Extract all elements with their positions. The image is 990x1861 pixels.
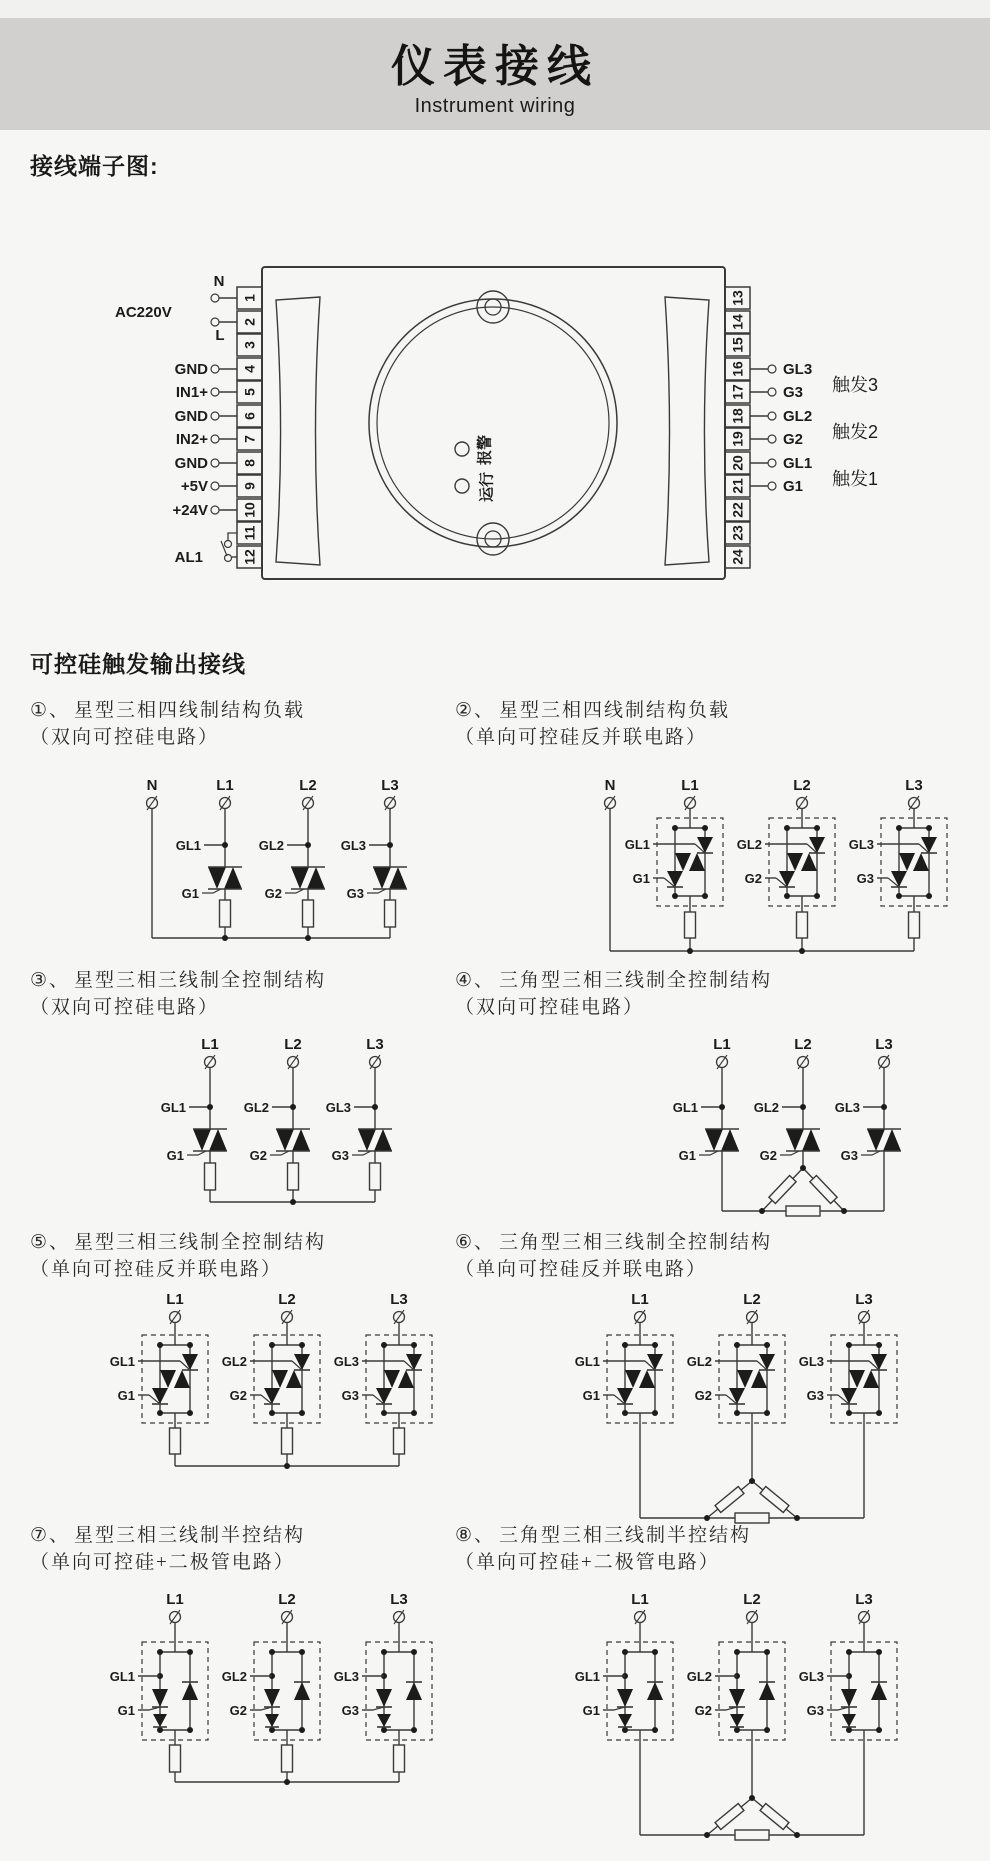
led-alarm-label: 报警 bbox=[476, 434, 494, 466]
terminal-number: 14 bbox=[729, 314, 746, 330]
phase-terminal-label: L3 bbox=[855, 1591, 873, 1608]
section-terminal-heading: 接线端子图: bbox=[30, 153, 159, 179]
phase-terminal-label: L2 bbox=[278, 1591, 296, 1608]
phase-terminal-label: L3 bbox=[366, 1036, 384, 1053]
gate-line-label: GL1 bbox=[574, 1669, 600, 1684]
gate-line-label: GL1 bbox=[109, 1669, 135, 1684]
trigger-group-label: 触发2 bbox=[832, 422, 879, 442]
terminal-label: +5V bbox=[180, 478, 208, 495]
phase-terminal-label: L1 bbox=[166, 1591, 184, 1608]
terminal-number: 7 bbox=[241, 435, 258, 443]
gate-label: G1 bbox=[582, 1703, 600, 1718]
circuit-8-heading bbox=[455, 1522, 751, 1576]
gate-label: G2 bbox=[694, 1703, 712, 1718]
circuit-8-diagram bbox=[545, 1583, 965, 1845]
gate-line-label: GL1 bbox=[160, 1100, 186, 1115]
terminal-number: 17 bbox=[729, 384, 746, 400]
terminal-number: 23 bbox=[729, 525, 746, 541]
gate-line-label: GL3 bbox=[848, 837, 874, 852]
gate-label: G3 bbox=[331, 1148, 349, 1163]
circuit-title: 三角型三相三线制半控结构 bbox=[499, 1525, 752, 1546]
phase-terminal-label: L1 bbox=[201, 1036, 219, 1053]
terminal-number: 18 bbox=[729, 408, 746, 424]
circuit-subtitle: （单向可控硅反并联电路） bbox=[455, 1259, 708, 1280]
alarm-output-label: AL1 bbox=[174, 549, 203, 566]
phase-terminal-label: L1 bbox=[681, 777, 699, 794]
gate-line-label: GL2 bbox=[221, 1354, 247, 1369]
circuit-7-heading bbox=[30, 1522, 305, 1576]
phase-terminal-label: L3 bbox=[381, 777, 399, 794]
gate-label: G3 bbox=[856, 871, 874, 886]
circuit-subtitle: （单向可控硅反并联电路） bbox=[455, 727, 708, 748]
terminal-number: 1 bbox=[241, 294, 258, 302]
phase-terminal-label: L3 bbox=[905, 777, 923, 794]
circuit-title: 星型三相三线制全控制结构 bbox=[74, 1232, 327, 1253]
circuit-number: ⑤、 bbox=[30, 1232, 71, 1253]
terminal-number: 16 bbox=[729, 361, 746, 377]
gate-label: G1 bbox=[582, 1388, 600, 1403]
phase-terminal-label: L3 bbox=[390, 1291, 408, 1308]
terminal-label: GND bbox=[174, 361, 208, 378]
circuit-heading-line1 bbox=[455, 697, 730, 724]
circuit-title: 三角型三相三线制全控制结构 bbox=[499, 1232, 773, 1253]
circuit-heading-line1 bbox=[30, 967, 326, 994]
circuit-title: 三角型三相三线制全控制结构 bbox=[499, 970, 773, 991]
circuit-number: ⑦、 bbox=[30, 1525, 71, 1546]
terminal-number: 2 bbox=[241, 318, 258, 326]
trigger-terminal-label: G1 bbox=[783, 478, 804, 495]
gate-label: G1 bbox=[181, 886, 199, 901]
circuit-5-heading bbox=[30, 1229, 326, 1283]
gate-line-label: GL3 bbox=[798, 1669, 824, 1684]
trigger-terminal-label: G2 bbox=[783, 431, 804, 448]
phase-terminal-label: L3 bbox=[875, 1036, 893, 1053]
page-subtitle: Instrument wiring bbox=[414, 95, 576, 117]
gate-line-label: GL3 bbox=[333, 1669, 359, 1684]
gate-line-label: GL1 bbox=[109, 1354, 135, 1369]
gate-line-label: GL2 bbox=[258, 838, 284, 853]
gate-line-label: GL2 bbox=[243, 1100, 269, 1115]
terminal-number: 22 bbox=[729, 502, 746, 518]
phase-terminal-label: L2 bbox=[743, 1291, 761, 1308]
gate-line-label: GL2 bbox=[686, 1354, 712, 1369]
phase-terminal-label: L3 bbox=[855, 1291, 873, 1308]
terminal-number: 20 bbox=[729, 455, 746, 471]
circuit-5-diagram bbox=[95, 1285, 460, 1480]
gate-line-label: GL3 bbox=[834, 1100, 860, 1115]
circuit-number: ②、 bbox=[455, 700, 496, 721]
terminal-wiring-diagram bbox=[95, 228, 895, 596]
led-run-label: 运行 bbox=[478, 471, 496, 503]
phase-terminal-label: L2 bbox=[793, 777, 811, 794]
circuit-number: ④、 bbox=[455, 970, 496, 991]
circuit-heading-line1 bbox=[455, 967, 772, 994]
neutral-terminal-label: N bbox=[146, 777, 158, 794]
top-strip bbox=[0, 0, 990, 18]
gate-label: G3 bbox=[806, 1388, 824, 1403]
gate-label: G2 bbox=[249, 1148, 267, 1163]
neutral-terminal-label: N bbox=[604, 777, 616, 794]
terminal-number: 15 bbox=[729, 337, 746, 353]
gate-line-label: GL2 bbox=[686, 1669, 712, 1684]
terminal-label: GND bbox=[174, 455, 208, 472]
circuit-heading-line1 bbox=[30, 1229, 326, 1256]
terminal-number: 8 bbox=[241, 459, 258, 467]
trigger-group-label: 触发3 bbox=[832, 375, 879, 395]
phase-terminal-label: L1 bbox=[216, 777, 234, 794]
gate-label: G2 bbox=[744, 871, 762, 886]
terminal-label: IN2+ bbox=[175, 431, 208, 448]
gate-label: G1 bbox=[166, 1148, 184, 1163]
circuit-title: 星型三相四线制结构负载 bbox=[499, 700, 731, 721]
phase-terminal-label: L1 bbox=[631, 1291, 649, 1308]
circuit-heading-line1 bbox=[30, 697, 305, 724]
circuit-title: 星型三相三线制全控制结构 bbox=[74, 970, 327, 991]
circuit-heading-line1 bbox=[455, 1229, 772, 1256]
gate-label: G1 bbox=[117, 1703, 135, 1718]
circuit-heading-line1 bbox=[30, 1522, 305, 1549]
terminal-number: 6 bbox=[241, 412, 258, 420]
gate-label: G2 bbox=[694, 1388, 712, 1403]
circuit-title: 星型三相四线制结构负载 bbox=[74, 700, 306, 721]
terminal-number: 24 bbox=[729, 549, 746, 565]
gate-label: G3 bbox=[341, 1388, 359, 1403]
circuit-6-diagram bbox=[545, 1285, 965, 1525]
terminal-number: 19 bbox=[729, 431, 746, 447]
terminal-number: 11 bbox=[241, 525, 258, 541]
circuit-2-heading bbox=[455, 697, 730, 751]
gate-label: G3 bbox=[346, 886, 364, 901]
gate-line-label: GL2 bbox=[753, 1100, 779, 1115]
circuit-7-diagram bbox=[95, 1583, 460, 1788]
circuit-number: ①、 bbox=[30, 700, 71, 721]
terminal-number: 9 bbox=[241, 482, 258, 490]
trigger-terminal-label: GL2 bbox=[783, 408, 813, 425]
terminal-number: 3 bbox=[241, 341, 258, 349]
gate-label: G3 bbox=[806, 1703, 824, 1718]
gate-label: G1 bbox=[632, 871, 650, 886]
gate-label: G2 bbox=[264, 886, 282, 901]
terminal-number: 21 bbox=[729, 478, 746, 494]
circuit-1-diagram bbox=[95, 770, 430, 955]
gate-line-label: GL1 bbox=[624, 837, 650, 852]
page-title: 仪表接线 bbox=[391, 42, 599, 91]
terminal-number: 10 bbox=[241, 502, 258, 518]
gate-label: G3 bbox=[341, 1703, 359, 1718]
power-label: AC220V bbox=[115, 304, 172, 321]
gate-label: G1 bbox=[678, 1148, 696, 1163]
trigger-terminal-label: GL1 bbox=[783, 455, 813, 472]
gate-line-label: GL3 bbox=[340, 838, 366, 853]
circuit-subtitle: （单向可控硅+二极管电路） bbox=[455, 1552, 720, 1573]
terminal-number: 12 bbox=[241, 549, 258, 565]
gate-line-label: GL1 bbox=[574, 1354, 600, 1369]
terminal-label: GND bbox=[174, 408, 208, 425]
circuit-4-heading bbox=[455, 967, 772, 1021]
circuit-subtitle: （单向可控硅+二极管电路） bbox=[30, 1552, 295, 1573]
power-n-label: N bbox=[213, 273, 225, 290]
circuit-title: 星型三相三线制半控结构 bbox=[74, 1525, 306, 1546]
page-header bbox=[0, 18, 990, 130]
phase-terminal-label: L1 bbox=[631, 1591, 649, 1608]
gate-label: G1 bbox=[117, 1388, 135, 1403]
phase-terminal-label: L3 bbox=[390, 1591, 408, 1608]
phase-terminal-label: L2 bbox=[794, 1036, 812, 1053]
gate-line-label: GL3 bbox=[325, 1100, 351, 1115]
circuit-1-heading bbox=[30, 697, 305, 751]
terminal-number: 4 bbox=[241, 365, 258, 373]
terminal-number: 13 bbox=[729, 290, 746, 306]
phase-terminal-label: L2 bbox=[299, 777, 317, 794]
gate-line-label: GL2 bbox=[736, 837, 762, 852]
circuit-subtitle: （双向可控硅电路） bbox=[30, 997, 220, 1018]
gate-line-label: GL1 bbox=[175, 838, 201, 853]
power-l-label: L bbox=[215, 327, 225, 344]
circuit-heading-line1 bbox=[455, 1522, 751, 1549]
phase-terminal-label: L1 bbox=[713, 1036, 731, 1053]
phase-terminal-label: L2 bbox=[278, 1291, 296, 1308]
phase-terminal-label: L2 bbox=[284, 1036, 302, 1053]
section-scr-heading: 可控硅触发输出接线 bbox=[30, 651, 246, 677]
gate-label: G2 bbox=[229, 1388, 247, 1403]
circuit-number: ⑧、 bbox=[455, 1525, 496, 1546]
circuit-6-heading bbox=[455, 1229, 772, 1283]
gate-line-label: GL1 bbox=[672, 1100, 698, 1115]
trigger-terminal-label: GL3 bbox=[783, 361, 813, 378]
gate-line-label: GL3 bbox=[798, 1354, 824, 1369]
circuit-subtitle: （双向可控硅电路） bbox=[455, 997, 645, 1018]
circuit-number: ⑥、 bbox=[455, 1232, 496, 1253]
circuit-subtitle: （单向可控硅反并联电路） bbox=[30, 1259, 283, 1280]
phase-terminal-label: L1 bbox=[166, 1291, 184, 1308]
gate-line-label: GL3 bbox=[333, 1354, 359, 1369]
trigger-group-label: 触发1 bbox=[832, 469, 879, 489]
circuit-3-diagram bbox=[115, 1030, 425, 1210]
trigger-terminal-label: G3 bbox=[783, 384, 804, 401]
terminal-label: IN1+ bbox=[175, 384, 208, 401]
gate-label: G3 bbox=[840, 1148, 858, 1163]
circuit-2-diagram bbox=[555, 770, 975, 965]
terminal-number: 5 bbox=[241, 388, 258, 396]
circuit-3-heading bbox=[30, 967, 326, 1021]
circuit-4-diagram bbox=[630, 1030, 950, 1220]
circuit-subtitle: （双向可控硅电路） bbox=[30, 727, 220, 748]
terminal-label: +24V bbox=[172, 502, 208, 519]
gate-label: G2 bbox=[759, 1148, 777, 1163]
circuit-number: ③、 bbox=[30, 970, 71, 991]
gate-line-label: GL2 bbox=[221, 1669, 247, 1684]
gate-label: G2 bbox=[229, 1703, 247, 1718]
phase-terminal-label: L2 bbox=[743, 1591, 761, 1608]
